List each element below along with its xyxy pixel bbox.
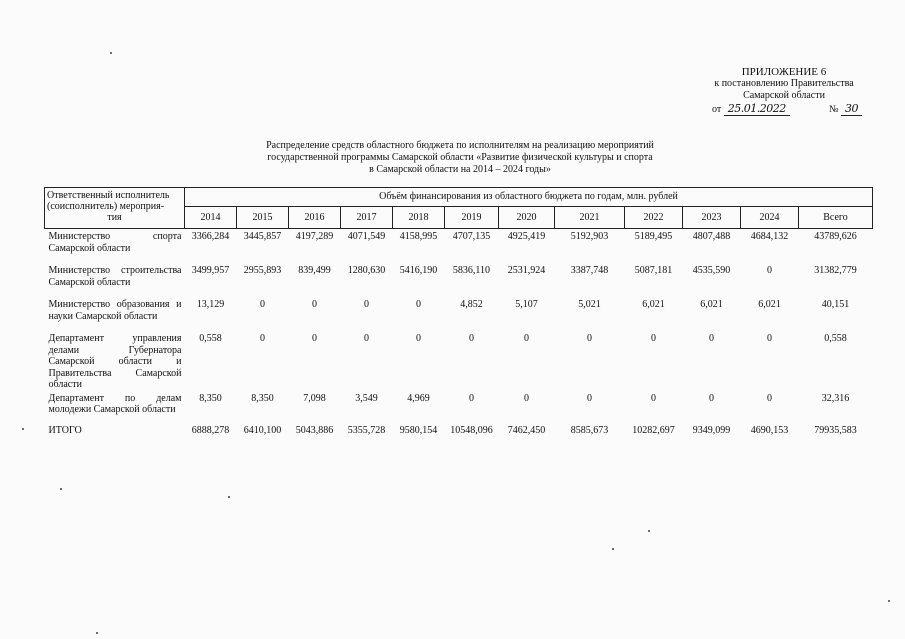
executor-cell: Министерство спорта Самарской области <box>48 231 182 254</box>
value-cell: 5192,903 <box>570 231 609 242</box>
year-header: 2016 <box>289 206 341 228</box>
scan-speck <box>888 600 890 602</box>
executor-header <box>45 188 185 229</box>
value-cell: 0 <box>312 299 317 310</box>
value-cell: 0 <box>469 333 474 344</box>
year-header: 2022 <box>625 206 683 228</box>
total-value-cell: 6888,278 <box>191 424 230 436</box>
table-row <box>45 391 873 423</box>
table-row <box>45 331 873 391</box>
value-cell: 0 <box>524 392 529 404</box>
year-header: 2019 <box>445 206 499 228</box>
value-cell: 0 <box>587 392 592 404</box>
executor-cell: Департамент управления делами Губернатора Самарской области и Правительства Самарской области <box>48 333 182 390</box>
value-cell: 3,549 <box>355 392 378 404</box>
appendix-label: ПРИЛОЖЕНИЕ 6 <box>741 66 827 78</box>
value-cell: 0 <box>651 333 656 344</box>
total-value-cell: 79935,583 <box>814 424 857 436</box>
title-line-3: в Самарской области на 2014 – 2024 годы» <box>369 164 551 175</box>
value-cell: 0,558 <box>199 333 222 344</box>
row-total-cell: 40,151 <box>821 299 850 310</box>
scan-speck <box>22 428 24 430</box>
table-row <box>45 263 873 297</box>
row-total-cell: 0,558 <box>824 333 847 344</box>
value-cell: 0 <box>416 299 421 310</box>
value-cell: 4535,590 <box>692 265 731 276</box>
scan-speck <box>60 488 62 490</box>
row-total-cell: 31382,779 <box>814 265 857 276</box>
year-header: 2024 <box>741 206 799 228</box>
total-value-cell: 4690,153 <box>750 424 789 436</box>
value-cell: 3499,957 <box>191 265 230 276</box>
value-cell: 4197,289 <box>295 231 334 242</box>
date-field <box>712 103 790 116</box>
value-cell: 3387,748 <box>570 265 609 276</box>
value-cell: 0 <box>709 392 714 404</box>
year-header: 2015 <box>237 206 289 228</box>
value-cell: 5836,110 <box>452 265 491 276</box>
value-cell: 0 <box>767 392 772 404</box>
value-cell: 0 <box>364 299 369 310</box>
value-cell: 13,129 <box>196 299 225 310</box>
value-cell: 5087,181 <box>634 265 673 276</box>
value-cell: 4807,488 <box>692 231 731 242</box>
number-prefix: № <box>828 104 839 115</box>
value-cell: 0 <box>767 265 772 276</box>
title-line-1: Распределение средств областного бюджета по исполнителям на реализацию мероприятий <box>266 140 654 151</box>
total-value-cell: 6410,100 <box>243 424 282 436</box>
value-cell: 5416,190 <box>399 265 438 276</box>
year-header: 2020 <box>499 206 555 228</box>
total-value-cell: 7462,450 <box>507 424 546 436</box>
value-cell: 0 <box>767 333 772 344</box>
year-header: 2014 <box>185 206 237 228</box>
table-row <box>45 297 873 331</box>
value-cell: 0 <box>469 392 474 404</box>
value-cell: 1280,630 <box>347 265 386 276</box>
value-cell: 0 <box>364 333 369 344</box>
scan-speck <box>110 52 112 54</box>
value-cell: 8,350 <box>199 392 222 404</box>
value-cell: 0 <box>587 333 592 344</box>
value-cell: 4,852 <box>460 299 483 310</box>
total-row <box>45 423 873 441</box>
value-cell: 4158,995 <box>399 231 438 242</box>
total-column-header: Всего <box>799 206 873 228</box>
total-value-cell: 9580,154 <box>399 424 438 436</box>
value-cell: 4071,549 <box>347 231 386 242</box>
total-value-cell: 5043,886 <box>295 424 334 436</box>
value-cell: 6,021 <box>700 299 723 310</box>
table-body <box>45 229 873 441</box>
scan-speck <box>612 548 614 550</box>
total-value-cell: 5355,728 <box>347 424 386 436</box>
value-cell: 3366,284 <box>191 231 230 242</box>
row-total-cell: 43789,626 <box>814 231 857 242</box>
handwritten-number: 30 <box>841 102 862 116</box>
executor-header-text: Ответственный исполнитель (соисполнитель) мероприя- <box>47 190 170 212</box>
year-header: 2021 <box>555 206 625 228</box>
title-line-2: государственной программы Самарской области «Развитие физической культуры и спорта <box>267 152 653 163</box>
total-value-cell: 9349,099 <box>692 424 731 436</box>
value-cell: 0 <box>312 333 317 344</box>
approval-date-number <box>706 103 862 116</box>
executor-header-tail: тия <box>107 212 122 223</box>
year-header: 2018 <box>393 206 445 228</box>
value-cell: 0 <box>416 333 421 344</box>
value-cell: 2531,924 <box>507 265 546 276</box>
executor-cell: Департамент по делам молодежи Самарской области <box>48 392 182 415</box>
value-cell: 4925,419 <box>507 231 546 242</box>
value-cell: 0 <box>709 333 714 344</box>
executor-cell: Министерство образования и науки Самарской области <box>48 299 182 322</box>
value-cell: 3445,857 <box>243 231 282 242</box>
value-cell: 0 <box>524 333 529 344</box>
region-label: Самарской области <box>743 90 825 101</box>
scan-speck <box>228 496 230 498</box>
resolution-label: к постановлению Правительства <box>714 78 854 89</box>
value-cell: 6,021 <box>642 299 665 310</box>
total-value-cell: 8585,673 <box>570 424 609 436</box>
value-cell: 4684,132 <box>750 231 789 242</box>
scan-speck <box>648 530 650 532</box>
financing-header: Объём финансирования из областного бюджета по годам, млн. рублей <box>185 188 873 207</box>
value-cell: 2955,893 <box>243 265 282 276</box>
value-cell: 7,098 <box>303 392 326 404</box>
value-cell: 0 <box>651 392 656 404</box>
total-label: ИТОГО <box>48 424 82 436</box>
value-cell: 4,969 <box>407 392 430 404</box>
value-cell: 6,021 <box>758 299 781 310</box>
value-cell: 5,021 <box>578 299 601 310</box>
value-cell: 839,499 <box>298 265 331 276</box>
document-title <box>240 140 680 176</box>
value-cell: 4707,135 <box>452 231 491 242</box>
year-header: 2017 <box>341 206 393 228</box>
total-value-cell: 10548,096 <box>450 424 493 436</box>
row-total-cell: 32,316 <box>821 392 850 404</box>
year-header: 2023 <box>683 206 741 228</box>
value-cell: 5189,495 <box>634 231 673 242</box>
budget-table <box>44 187 873 441</box>
handwritten-date: 25.01.2022 <box>724 102 790 116</box>
executor-cell: Министерство строительства Самарской области <box>48 265 182 288</box>
value-cell: 0 <box>260 333 265 344</box>
total-value-cell: 10282,697 <box>632 424 675 436</box>
date-prefix: от <box>712 104 722 115</box>
value-cell: 8,350 <box>251 392 274 404</box>
number-field <box>829 103 862 116</box>
value-cell: 0 <box>260 299 265 310</box>
value-cell: 5,107 <box>515 299 538 310</box>
table-row <box>45 229 873 264</box>
scan-speck <box>96 632 98 634</box>
approval-block <box>706 66 862 116</box>
